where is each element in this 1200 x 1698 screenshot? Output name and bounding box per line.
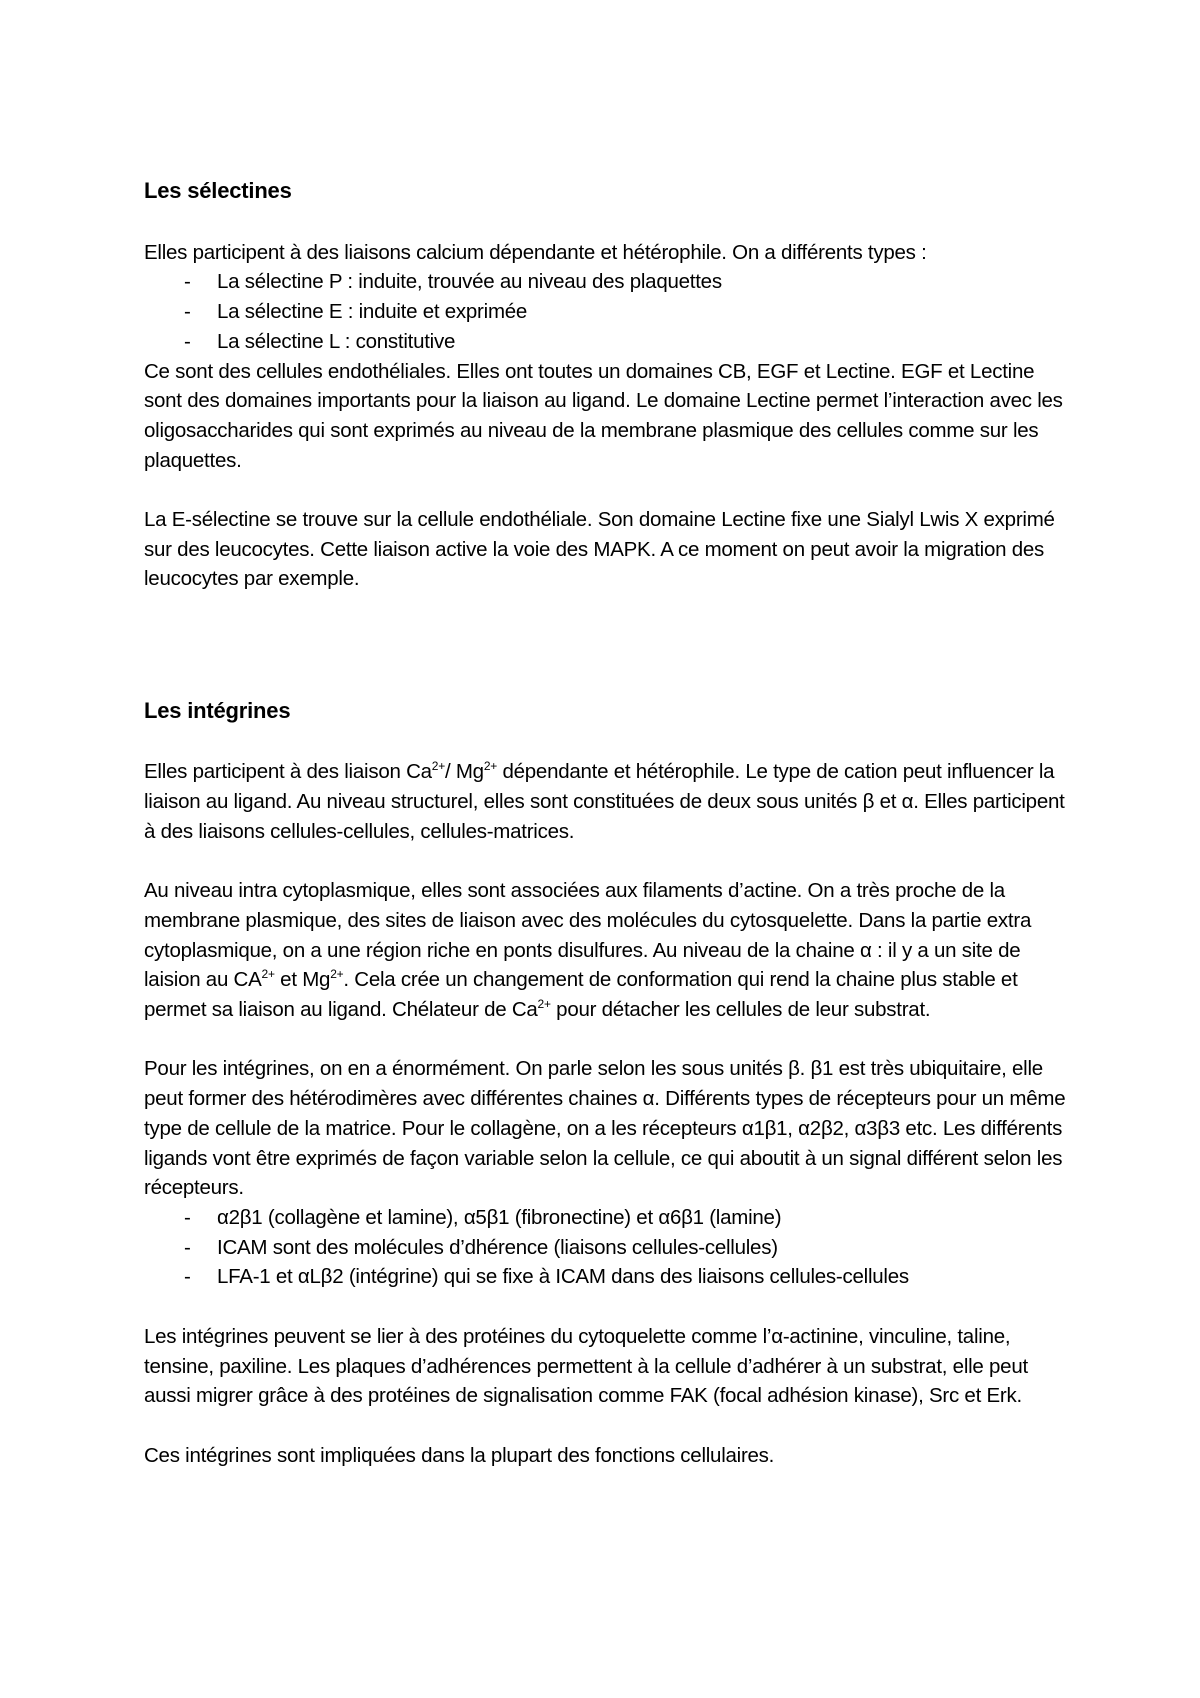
integrines-list (144, 1203, 1066, 1292)
selectines-paragraph-2: La E-sélectine se trouve sur la cellule endothéliale. Son domaine Lectine fixe une Sialyl Lwis X exprimé sur des leucocytes. Cette liaison active la voie des MAPK. A ce moment on peut avoir la migration des leucocytes par exemple. (144, 508, 1055, 591)
integrines-paragraph-4: Les intégrines peuvent se lier à des protéines du cytoquelette comme l’α-actinine, vinculine, taline, tensine, paxiline. Les plaques d’adhérences permettent à la cellule d’adhérer à un substrat, elle peut aussi migrer grâce à des protéines de signalisation comme FAK (focal adhésion kinase), Src et Erk. (144, 1324, 1028, 1408)
integrines-paragraph-2: Au niveau intra cytoplasmique, elles sont associées aux filaments d’actine. On a très proche de la membrane plasmique, des sites de liaison avec des molécules du cytosquelette. Dans la partie extra cytoplasmique, on a une région riche en ponts disulfures. Au niveau de la chaine α : il y a un site de laision au $CA^{2+}$ et $Mg^{2+}$. Cela crée un changement de conformation qui rend la chaine plus stable et permet sa liaison au ligand. Chélateur de $Ca^{2+}$ pour détacher les cellules de leur substrat. (144, 879, 1032, 1022)
list-item: - ICAM sont des molécules d’dhérence (liaisons cellules-cellules) (144, 1233, 1066, 1263)
integrines-paragraph-5: Ces intégrines sont impliquées dans la plupart des fonctions cellulaires. (144, 1443, 775, 1467)
section-title-selectines: Les sélectines (144, 178, 292, 203)
list-item: - La sélectine P : induite, trouvée au niveau des plaquettes (144, 267, 1066, 297)
list-item: - La sélectine E : induite et exprimée (144, 297, 1066, 327)
selectines-paragraph-1: Ce sont des cellules endothéliales. Elles ont toutes un domaines CB, EGF et Lectine. EGF et Lectine sont des domaines importants pour la liaison au ligand. Le domaine Lectine permet l’interaction avec les oligosaccharides qui sont exprimés au niveau de la membrane plasmique des cellules comme sur les plaquettes. (144, 359, 1063, 472)
section-title-integrines: Les intégrines (144, 697, 291, 723)
list-item: - LFA-1 et αLβ2 (intégrine) qui se fixe à ICAM dans des liaisons cellules-cellules (144, 1262, 1066, 1292)
selectines-types-list (144, 267, 1066, 356)
list-item: - α2β1 (collagène et lamine), α5β1 (fibronectine) et α6β1 (lamine) (144, 1203, 1066, 1233)
list-item: - La sélectine L : constitutive (144, 327, 1066, 357)
document-body (144, 174, 1066, 1470)
integrines-paragraph-3: Pour les intégrines, on en a énormément. On parle selon les sous unités β. β1 est très ubiquitaire, elle peut former des hétérodimères avec différentes chaines α. Différents types de récepteurs pour un même type de cellule de la matrice. Pour le collagène, on a les récepteurs α1β1, α2β2, α3β3 etc. Les différents ligands vont être exprimés de façon variable selon la cellule, ce qui aboutit à un signal différent selon les récepteurs. (144, 1057, 1066, 1200)
selectines-intro: Elles participent à des liaisons calcium dépendante et hétérophile. On a différents types : (144, 240, 927, 264)
integrines-paragraph-1: Elles participent à des liaison $Ca^{2+}/$ $Mg^{2+}$ dépendante et hétérophile. Le type de cation peut influencer la liaison au ligand. Au niveau structurel, elles sont constituées de deux sous unités β et α. Elles participent à des liaisons cellules-cellules, cellules-matrices. (144, 759, 1065, 843)
